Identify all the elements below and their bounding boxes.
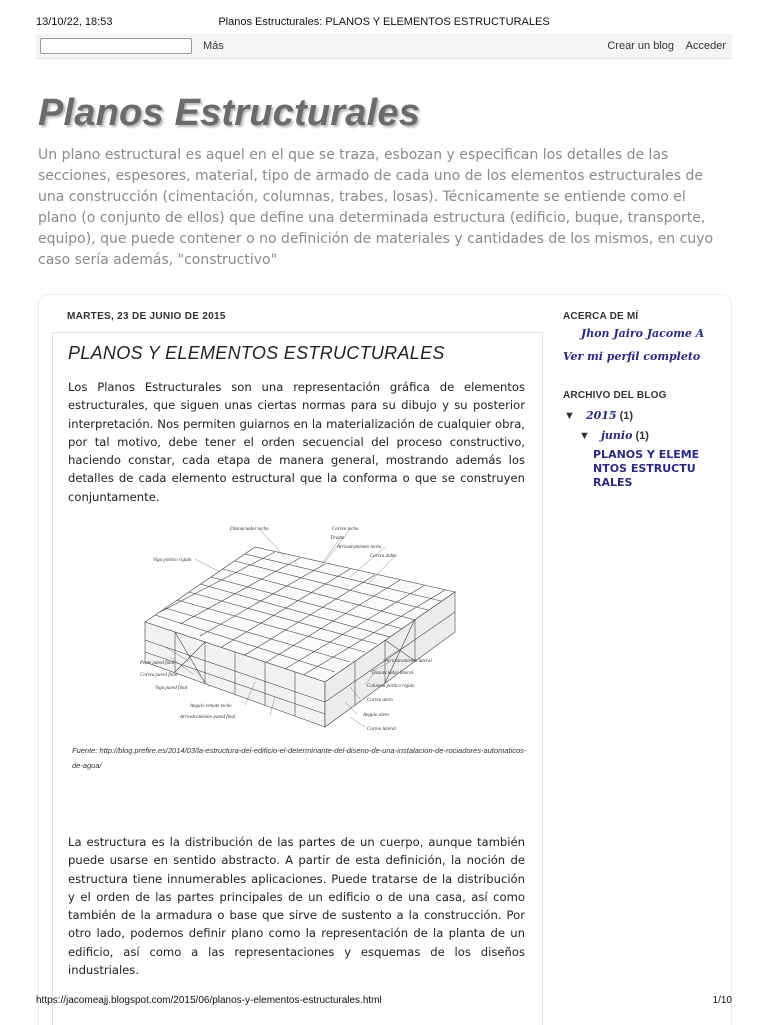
post-date-header: MARTES, 23 DE JUNIO DE 2015 bbox=[67, 311, 226, 322]
print-page-title: Planos Estructurales: PLANOS Y ELEMENTOS ESTRUCTURALES bbox=[218, 16, 550, 28]
login-link[interactable]: Acceder bbox=[685, 40, 726, 52]
label-poste-pared-final: Poste pared final bbox=[140, 661, 175, 666]
post-paragraph-1: Los Planos Estructurales son una representación gráfica de elementos estructurales, que siguen unas ciertas normas para su dibujo y su posterior interpretación. Nos permiten guiarnos en la materialización de cualquier obra, por tal motivo, debe tener el orden secuencial del proceso constructivo, haciendo constar, cada etapa de manera general, mostrando además los detalles de cada elemento estructural que la conforma o que se construyen conjuntamente. bbox=[68, 380, 525, 504]
archive-year-count: (1) bbox=[619, 410, 634, 422]
create-blog-link[interactable]: Crear un blog bbox=[607, 40, 674, 52]
navbar-more-link[interactable]: Más bbox=[203, 40, 224, 52]
print-url: https://jacomeajj.blogspot.com/2015/06/planos-y-elementos-estructurales.html bbox=[36, 995, 382, 1006]
label-angulo-alero: Angulo alero bbox=[363, 713, 390, 718]
archive-month-row bbox=[579, 429, 649, 442]
view-profile-link[interactable]: Ver mi perfil completo bbox=[563, 350, 701, 363]
archive-year-toggle[interactable]: ▼ bbox=[564, 410, 575, 422]
label-arriostramiento-lateral: Arriostramiento lateral bbox=[385, 659, 432, 664]
archive-month-toggle[interactable]: ▼ bbox=[579, 430, 590, 442]
label-viga-portico-rigido: Viga pórtico rígido bbox=[153, 558, 192, 563]
label-tirante: Tirante bbox=[330, 536, 345, 541]
label-arriostramiento-pared-final: Arriostramiento pared final bbox=[180, 715, 236, 720]
label-viga-pared-final: Viga pared final bbox=[155, 686, 188, 691]
label-correa-doble: Correa doble bbox=[370, 554, 397, 559]
label-arriostramiento-techo: Arriostramiento techo bbox=[337, 545, 382, 550]
archive-heading: ARCHIVO DEL BLOG bbox=[563, 390, 667, 401]
about-heading: ACERCA DE MÍ bbox=[563, 311, 639, 322]
label-correa-techo: Correa techo bbox=[332, 527, 359, 532]
blog-title[interactable]: Planos Estructurales bbox=[38, 92, 421, 134]
archive-month-count: (1) bbox=[635, 430, 649, 442]
label-correa-alero: Correa alero bbox=[367, 698, 393, 703]
print-page-number: 1/10 bbox=[712, 995, 732, 1006]
post-title[interactable]: PLANOS Y ELEMENTOS ESTRUCTURALES bbox=[68, 343, 445, 363]
label-distanciador-techo: Distanciador techo bbox=[230, 527, 269, 532]
author-name-link[interactable]: Jhon Jairo Jacome A bbox=[581, 327, 705, 340]
archive-year-row bbox=[564, 409, 633, 422]
blogger-navbar bbox=[36, 34, 732, 59]
post-paragraph-2: La estructura es la distribución de las partes de un cuerpo, aunque también puede usarse en sentido abstracto. A partir de esta definición, la noción de estructura tiene innumerables aplicaciones. Puede tratarse de la distribución y el orden de las partes principales de un edificio o de una casa, así como también de la armadura o base que sirve de sustento a la construcción. Por otro lado, podemos definir plano como la representación de la planta de un edificio, así como a las representaciones y esquemas de los diseños industriales. bbox=[68, 835, 525, 978]
archive-post-link[interactable]: PLANOS Y ELEMENTOS ESTRUCTURALES bbox=[593, 448, 700, 489]
label-correa-pared-final: Correa pared final bbox=[140, 673, 178, 678]
print-datetime: 13/10/22, 18:53 bbox=[36, 16, 113, 28]
archive-month-link[interactable]: junio bbox=[600, 429, 633, 442]
label-columna-portico-rigido: Columna pórtico rígido bbox=[367, 684, 415, 689]
structure-diagram-image bbox=[135, 522, 460, 737]
blog-description: Un plano estructural es aquel en el que se traza, esbozan y especifican los detalles de las secciones, espesores, material, tipo de armado de cada uno de los elementos estructurales de una construcción (cimentación, columnas, trabes, losas). Técnicamente se entiende como el plano (o conjunto de ellos) que define una determinada estructura (edificio, buque, transporte, equipo), que puede contener o no definición de materiales y cantidades de los mismos, en cuyo caso sería además, "constructivo" bbox=[38, 147, 714, 268]
label-correa-lateral: Correa lateral bbox=[367, 727, 396, 732]
archive-year-link[interactable]: 2015 bbox=[585, 409, 617, 422]
navbar-search-input[interactable] bbox=[40, 38, 192, 54]
figure-caption: Fuente: http://blog.prefire.es/2014/03/la-estructura-del-edificio-el-determinante-del-diseno-de-una-instalacion-de-rociadores-automaticos-de-agua/ bbox=[72, 746, 527, 770]
label-angulo-remate-techo: Angulo remate techo bbox=[190, 704, 232, 709]
label-distanciador-lateral: Distanciador lateral bbox=[372, 671, 413, 676]
